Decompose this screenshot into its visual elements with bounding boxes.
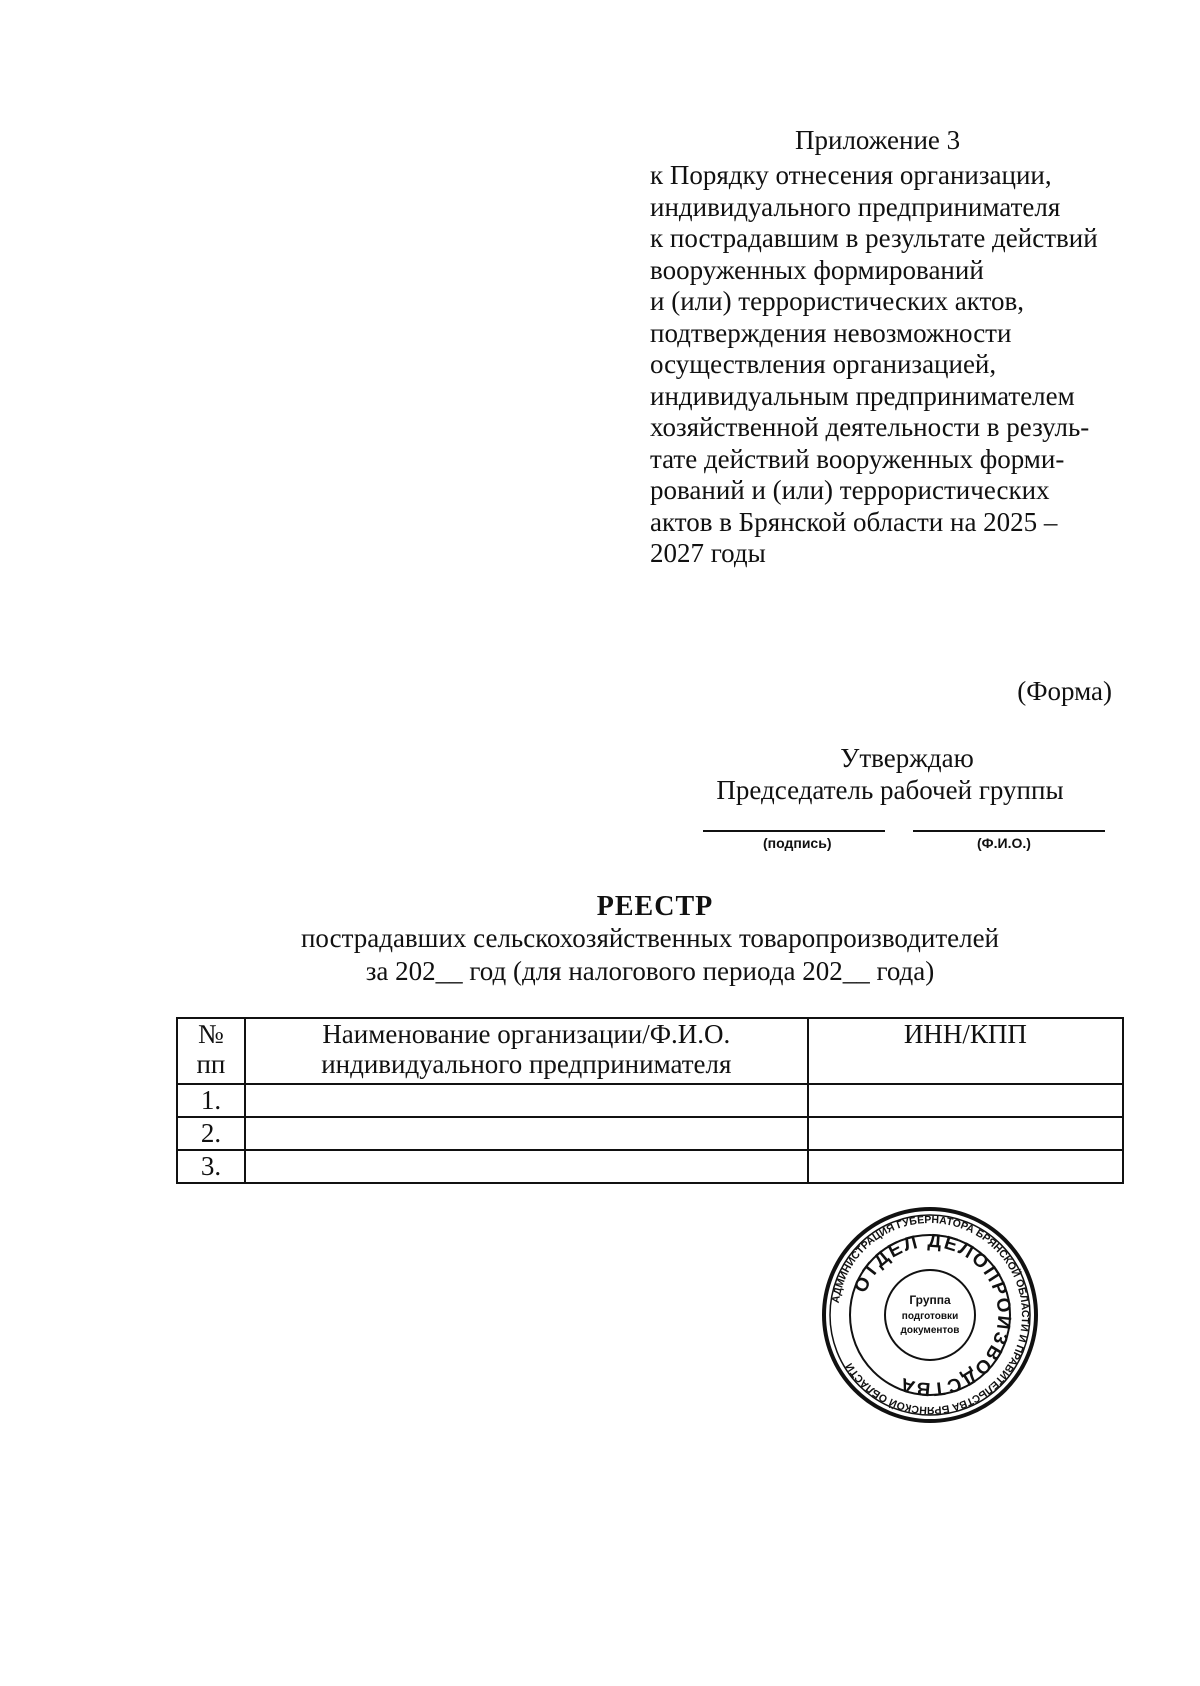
appendix-line: и (или) террористических актов, xyxy=(650,286,1024,316)
appendix-title: Приложение 3 xyxy=(795,125,961,155)
stamp-center-line: Группа xyxy=(909,1293,951,1307)
header-name-line: Наименование организации/Ф.И.О. xyxy=(322,1019,731,1049)
stamp-middle-text: ОТДЕЛ ДЕЛОПРОИЗВОДСТВА xyxy=(850,1230,1015,1400)
row-name xyxy=(245,1150,808,1183)
approval-title: Утверждаю xyxy=(840,743,974,773)
fio-caption: (Ф.И.О.) xyxy=(977,835,1031,851)
header-name-line: индивидуального предпринимателя xyxy=(321,1049,732,1079)
appendix-line: 2027 годы xyxy=(650,538,766,568)
signature-caption: (подпись) xyxy=(763,835,832,851)
header-num-line: пп xyxy=(196,1049,226,1079)
table-header-row xyxy=(177,1018,1123,1084)
appendix-text xyxy=(650,160,1170,570)
row-name xyxy=(245,1084,808,1117)
appendix-line: подтверждения невозможности xyxy=(650,317,1012,348)
appendix-line: хозяйственной деятельности в резуль- xyxy=(650,412,1090,442)
row-num: 2. xyxy=(177,1117,245,1150)
official-stamp xyxy=(820,1205,1040,1425)
stamp-center-line: подготовки xyxy=(901,1311,959,1322)
header-num xyxy=(177,1018,245,1084)
stamp-center-line: документов xyxy=(900,1325,960,1336)
registry-table xyxy=(176,1017,1124,1184)
signature-line xyxy=(703,830,885,832)
appendix-line: к пострадавшим в результате действий xyxy=(650,223,1098,253)
table-row xyxy=(177,1150,1123,1183)
appendix-line: индивидуальным предпринимателем xyxy=(650,380,1075,411)
table-row xyxy=(177,1117,1123,1150)
header-inn: ИНН/КПП xyxy=(808,1018,1123,1084)
appendix-line: к Порядку отнесения организации, xyxy=(650,160,1052,190)
header-num-line: № xyxy=(198,1019,224,1049)
row-name xyxy=(245,1117,808,1150)
table-row xyxy=(177,1084,1123,1117)
fio-line xyxy=(913,830,1105,832)
appendix-line: осуществления организацией, xyxy=(650,349,997,379)
registry-subtitle-line: за 202__ год (для налогового периода 202__ года) xyxy=(365,956,935,986)
approval-role: Председатель рабочей группы xyxy=(716,775,1064,805)
row-inn xyxy=(808,1117,1123,1150)
approval-block xyxy=(700,742,1080,806)
appendix-line: индивидуального предпринимателя xyxy=(650,191,1061,222)
row-num: 3. xyxy=(177,1150,245,1183)
appendix-line: вооруженных формирований xyxy=(650,254,984,285)
header-name xyxy=(245,1018,808,1084)
registry-subtitle-line: пострадавших сельскохозяйственных товаропроизводителей xyxy=(300,923,1000,953)
appendix-line: рований и (или) террористических xyxy=(650,475,1050,505)
row-inn xyxy=(808,1150,1123,1183)
registry-title: РЕЕСТР xyxy=(596,891,714,922)
registry-subtitle xyxy=(0,922,1200,988)
stamp-outer-text: АДМИНИСТРАЦИЯ ГУБЕРНАТОРА БРЯНСКОЙ ОБЛАСТИ И ПРАВИТЕЛЬСТВА БРЯНСКОЙ ОБЛАСТИ xyxy=(829,1213,1032,1417)
appendix-line: актов в Брянской области на 2025 – xyxy=(650,506,1058,537)
row-inn xyxy=(808,1084,1123,1117)
appendix-line: тате действий вооруженных форми- xyxy=(650,443,1065,474)
row-num: 1. xyxy=(177,1084,245,1117)
form-label: (Форма) xyxy=(1017,676,1112,706)
